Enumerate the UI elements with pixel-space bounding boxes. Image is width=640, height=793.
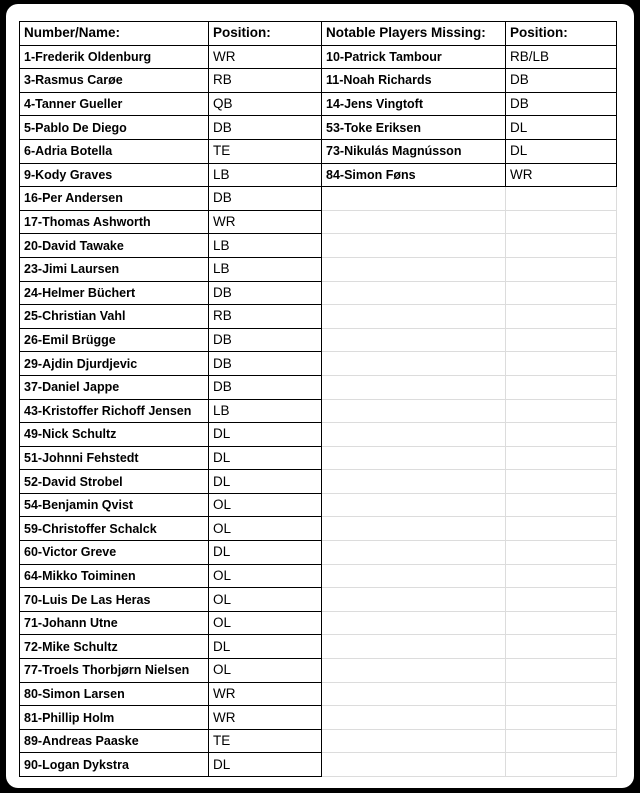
- player-name-cell: 4-Tanner Gueller: [20, 92, 209, 116]
- header-number-name: Number/Name:: [20, 22, 209, 46]
- empty-cell: [322, 234, 506, 258]
- empty-cell: [506, 729, 617, 753]
- empty-cell: [506, 399, 617, 423]
- player-name-cell: 37-Daniel Jappe: [20, 375, 209, 399]
- player-name-cell: 3-Rasmus Carøe: [20, 69, 209, 93]
- player-position-cell: QB: [209, 92, 322, 116]
- empty-cell: [322, 493, 506, 517]
- player-position-cell: LB: [209, 234, 322, 258]
- empty-cell: [506, 564, 617, 588]
- missing-player-name-cell: 84-Simon Føns: [322, 163, 506, 187]
- table-row: [20, 493, 617, 517]
- player-position-cell: DB: [209, 375, 322, 399]
- player-name-cell: 16-Per Andersen: [20, 187, 209, 211]
- player-name-cell: 89-Andreas Paaske: [20, 729, 209, 753]
- player-position-cell: DL: [209, 635, 322, 659]
- player-position-cell: DB: [209, 352, 322, 376]
- empty-cell: [506, 659, 617, 683]
- empty-cell: [506, 541, 617, 565]
- player-position-cell: LB: [209, 399, 322, 423]
- table-row: [20, 659, 617, 683]
- player-name-cell: 81-Phillip Holm: [20, 706, 209, 730]
- empty-cell: [506, 517, 617, 541]
- empty-cell: [506, 706, 617, 730]
- player-name-cell: 60-Victor Greve: [20, 541, 209, 565]
- player-name-cell: 70-Luis De Las Heras: [20, 588, 209, 612]
- player-position-cell: DB: [209, 116, 322, 140]
- empty-cell: [322, 635, 506, 659]
- player-name-cell: 17-Thomas Ashworth: [20, 210, 209, 234]
- empty-cell: [322, 446, 506, 470]
- table-row: [20, 116, 617, 140]
- player-position-cell: DB: [209, 187, 322, 211]
- table-row: [20, 517, 617, 541]
- empty-cell: [322, 517, 506, 541]
- player-name-cell: 90-Logan Dykstra: [20, 753, 209, 777]
- player-position-cell: WR: [209, 682, 322, 706]
- missing-player-position-cell: DL: [506, 116, 617, 140]
- missing-player-position-cell: DB: [506, 69, 617, 93]
- table-row: [20, 399, 617, 423]
- header-missing-position: Position:: [506, 22, 617, 46]
- table-row: [20, 305, 617, 329]
- player-name-cell: 6-Adria Botella: [20, 139, 209, 163]
- player-name-cell: 9-Kody Graves: [20, 163, 209, 187]
- header-row: [20, 22, 617, 46]
- empty-cell: [506, 328, 617, 352]
- table-row: [20, 588, 617, 612]
- table-row: [20, 328, 617, 352]
- empty-cell: [506, 187, 617, 211]
- player-position-cell: DL: [209, 446, 322, 470]
- player-position-cell: DL: [209, 753, 322, 777]
- player-position-cell: WR: [209, 706, 322, 730]
- player-name-cell: 54-Benjamin Qvist: [20, 493, 209, 517]
- empty-cell: [322, 305, 506, 329]
- missing-player-name-cell: 14-Jens Vingtoft: [322, 92, 506, 116]
- empty-cell: [506, 682, 617, 706]
- table-row: [20, 423, 617, 447]
- player-position-cell: OL: [209, 493, 322, 517]
- player-position-cell: OL: [209, 588, 322, 612]
- table-row: [20, 682, 617, 706]
- table-row: [20, 729, 617, 753]
- player-name-cell: 20-David Tawake: [20, 234, 209, 258]
- empty-cell: [322, 682, 506, 706]
- table-row: [20, 753, 617, 777]
- empty-cell: [322, 375, 506, 399]
- header-missing-players: Notable Players Missing:: [322, 22, 506, 46]
- empty-cell: [506, 305, 617, 329]
- player-position-cell: DB: [209, 328, 322, 352]
- empty-cell: [322, 423, 506, 447]
- empty-cell: [322, 611, 506, 635]
- player-name-cell: 71-Johann Utne: [20, 611, 209, 635]
- table-row: [20, 281, 617, 305]
- missing-player-name-cell: 73-Nikulás Magnússon: [322, 139, 506, 163]
- player-name-cell: 72-Mike Schultz: [20, 635, 209, 659]
- player-name-cell: 5-Pablo De Diego: [20, 116, 209, 140]
- table-row: [20, 234, 617, 258]
- empty-cell: [506, 635, 617, 659]
- missing-player-name-cell: 11-Noah Richards: [322, 69, 506, 93]
- empty-cell: [322, 729, 506, 753]
- empty-cell: [506, 210, 617, 234]
- empty-cell: [506, 423, 617, 447]
- table-row: [20, 257, 617, 281]
- player-position-cell: DL: [209, 423, 322, 447]
- table-row: [20, 92, 617, 116]
- player-position-cell: OL: [209, 659, 322, 683]
- player-position-cell: RB: [209, 305, 322, 329]
- header-position: Position:: [209, 22, 322, 46]
- player-name-cell: 52-David Strobel: [20, 470, 209, 494]
- player-name-cell: 1-Frederik Oldenburg: [20, 45, 209, 69]
- player-position-cell: WR: [209, 210, 322, 234]
- player-position-cell: TE: [209, 139, 322, 163]
- empty-cell: [322, 399, 506, 423]
- table-row: [20, 446, 617, 470]
- empty-cell: [322, 753, 506, 777]
- player-name-cell: 80-Simon Larsen: [20, 682, 209, 706]
- player-name-cell: 25-Christian Vahl: [20, 305, 209, 329]
- missing-player-position-cell: DL: [506, 139, 617, 163]
- empty-cell: [506, 611, 617, 635]
- player-name-cell: 26-Emil Brügge: [20, 328, 209, 352]
- table-row: [20, 706, 617, 730]
- table-row: [20, 470, 617, 494]
- empty-cell: [506, 234, 617, 258]
- missing-player-name-cell: 10-Patrick Tambour: [322, 45, 506, 69]
- table-row: [20, 541, 617, 565]
- player-position-cell: OL: [209, 611, 322, 635]
- player-position-cell: WR: [209, 45, 322, 69]
- player-name-cell: 77-Troels Thorbjørn Nielsen: [20, 659, 209, 683]
- player-name-cell: 59-Christoffer Schalck: [20, 517, 209, 541]
- table-row: [20, 163, 617, 187]
- empty-cell: [322, 588, 506, 612]
- table-row: [20, 564, 617, 588]
- table-row: [20, 375, 617, 399]
- player-position-cell: LB: [209, 163, 322, 187]
- player-name-cell: 24-Helmer Büchert: [20, 281, 209, 305]
- table-row: [20, 69, 617, 93]
- player-position-cell: LB: [209, 257, 322, 281]
- empty-cell: [322, 541, 506, 565]
- missing-player-position-cell: DB: [506, 92, 617, 116]
- table-row: [20, 611, 617, 635]
- empty-cell: [506, 753, 617, 777]
- empty-cell: [322, 210, 506, 234]
- player-name-cell: 49-Nick Schultz: [20, 423, 209, 447]
- empty-cell: [506, 493, 617, 517]
- empty-cell: [322, 706, 506, 730]
- document-page: [6, 4, 634, 788]
- player-name-cell: 29-Ajdin Djurdjevic: [20, 352, 209, 376]
- empty-cell: [322, 328, 506, 352]
- player-name-cell: 64-Mikko Toiminen: [20, 564, 209, 588]
- player-position-cell: RB: [209, 69, 322, 93]
- roster-table: [19, 21, 617, 777]
- table-row: [20, 139, 617, 163]
- table-row: [20, 635, 617, 659]
- empty-cell: [506, 375, 617, 399]
- player-name-cell: 51-Johnni Fehstedt: [20, 446, 209, 470]
- empty-cell: [322, 187, 506, 211]
- player-position-cell: OL: [209, 517, 322, 541]
- empty-cell: [322, 281, 506, 305]
- player-position-cell: DL: [209, 541, 322, 565]
- table-row: [20, 187, 617, 211]
- empty-cell: [322, 470, 506, 494]
- empty-cell: [322, 352, 506, 376]
- table-row: [20, 210, 617, 234]
- player-position-cell: OL: [209, 564, 322, 588]
- empty-cell: [506, 352, 617, 376]
- empty-cell: [506, 281, 617, 305]
- player-position-cell: TE: [209, 729, 322, 753]
- missing-player-position-cell: WR: [506, 163, 617, 187]
- player-name-cell: 43-Kristoffer Richoff Jensen: [20, 399, 209, 423]
- empty-cell: [506, 257, 617, 281]
- player-name-cell: 23-Jimi Laursen: [20, 257, 209, 281]
- missing-player-position-cell: RB/LB: [506, 45, 617, 69]
- empty-cell: [322, 564, 506, 588]
- empty-cell: [506, 588, 617, 612]
- player-position-cell: DB: [209, 281, 322, 305]
- empty-cell: [322, 659, 506, 683]
- missing-player-name-cell: 53-Toke Eriksen: [322, 116, 506, 140]
- table-row: [20, 45, 617, 69]
- empty-cell: [322, 257, 506, 281]
- player-position-cell: DL: [209, 470, 322, 494]
- table-row: [20, 352, 617, 376]
- empty-cell: [506, 470, 617, 494]
- empty-cell: [506, 446, 617, 470]
